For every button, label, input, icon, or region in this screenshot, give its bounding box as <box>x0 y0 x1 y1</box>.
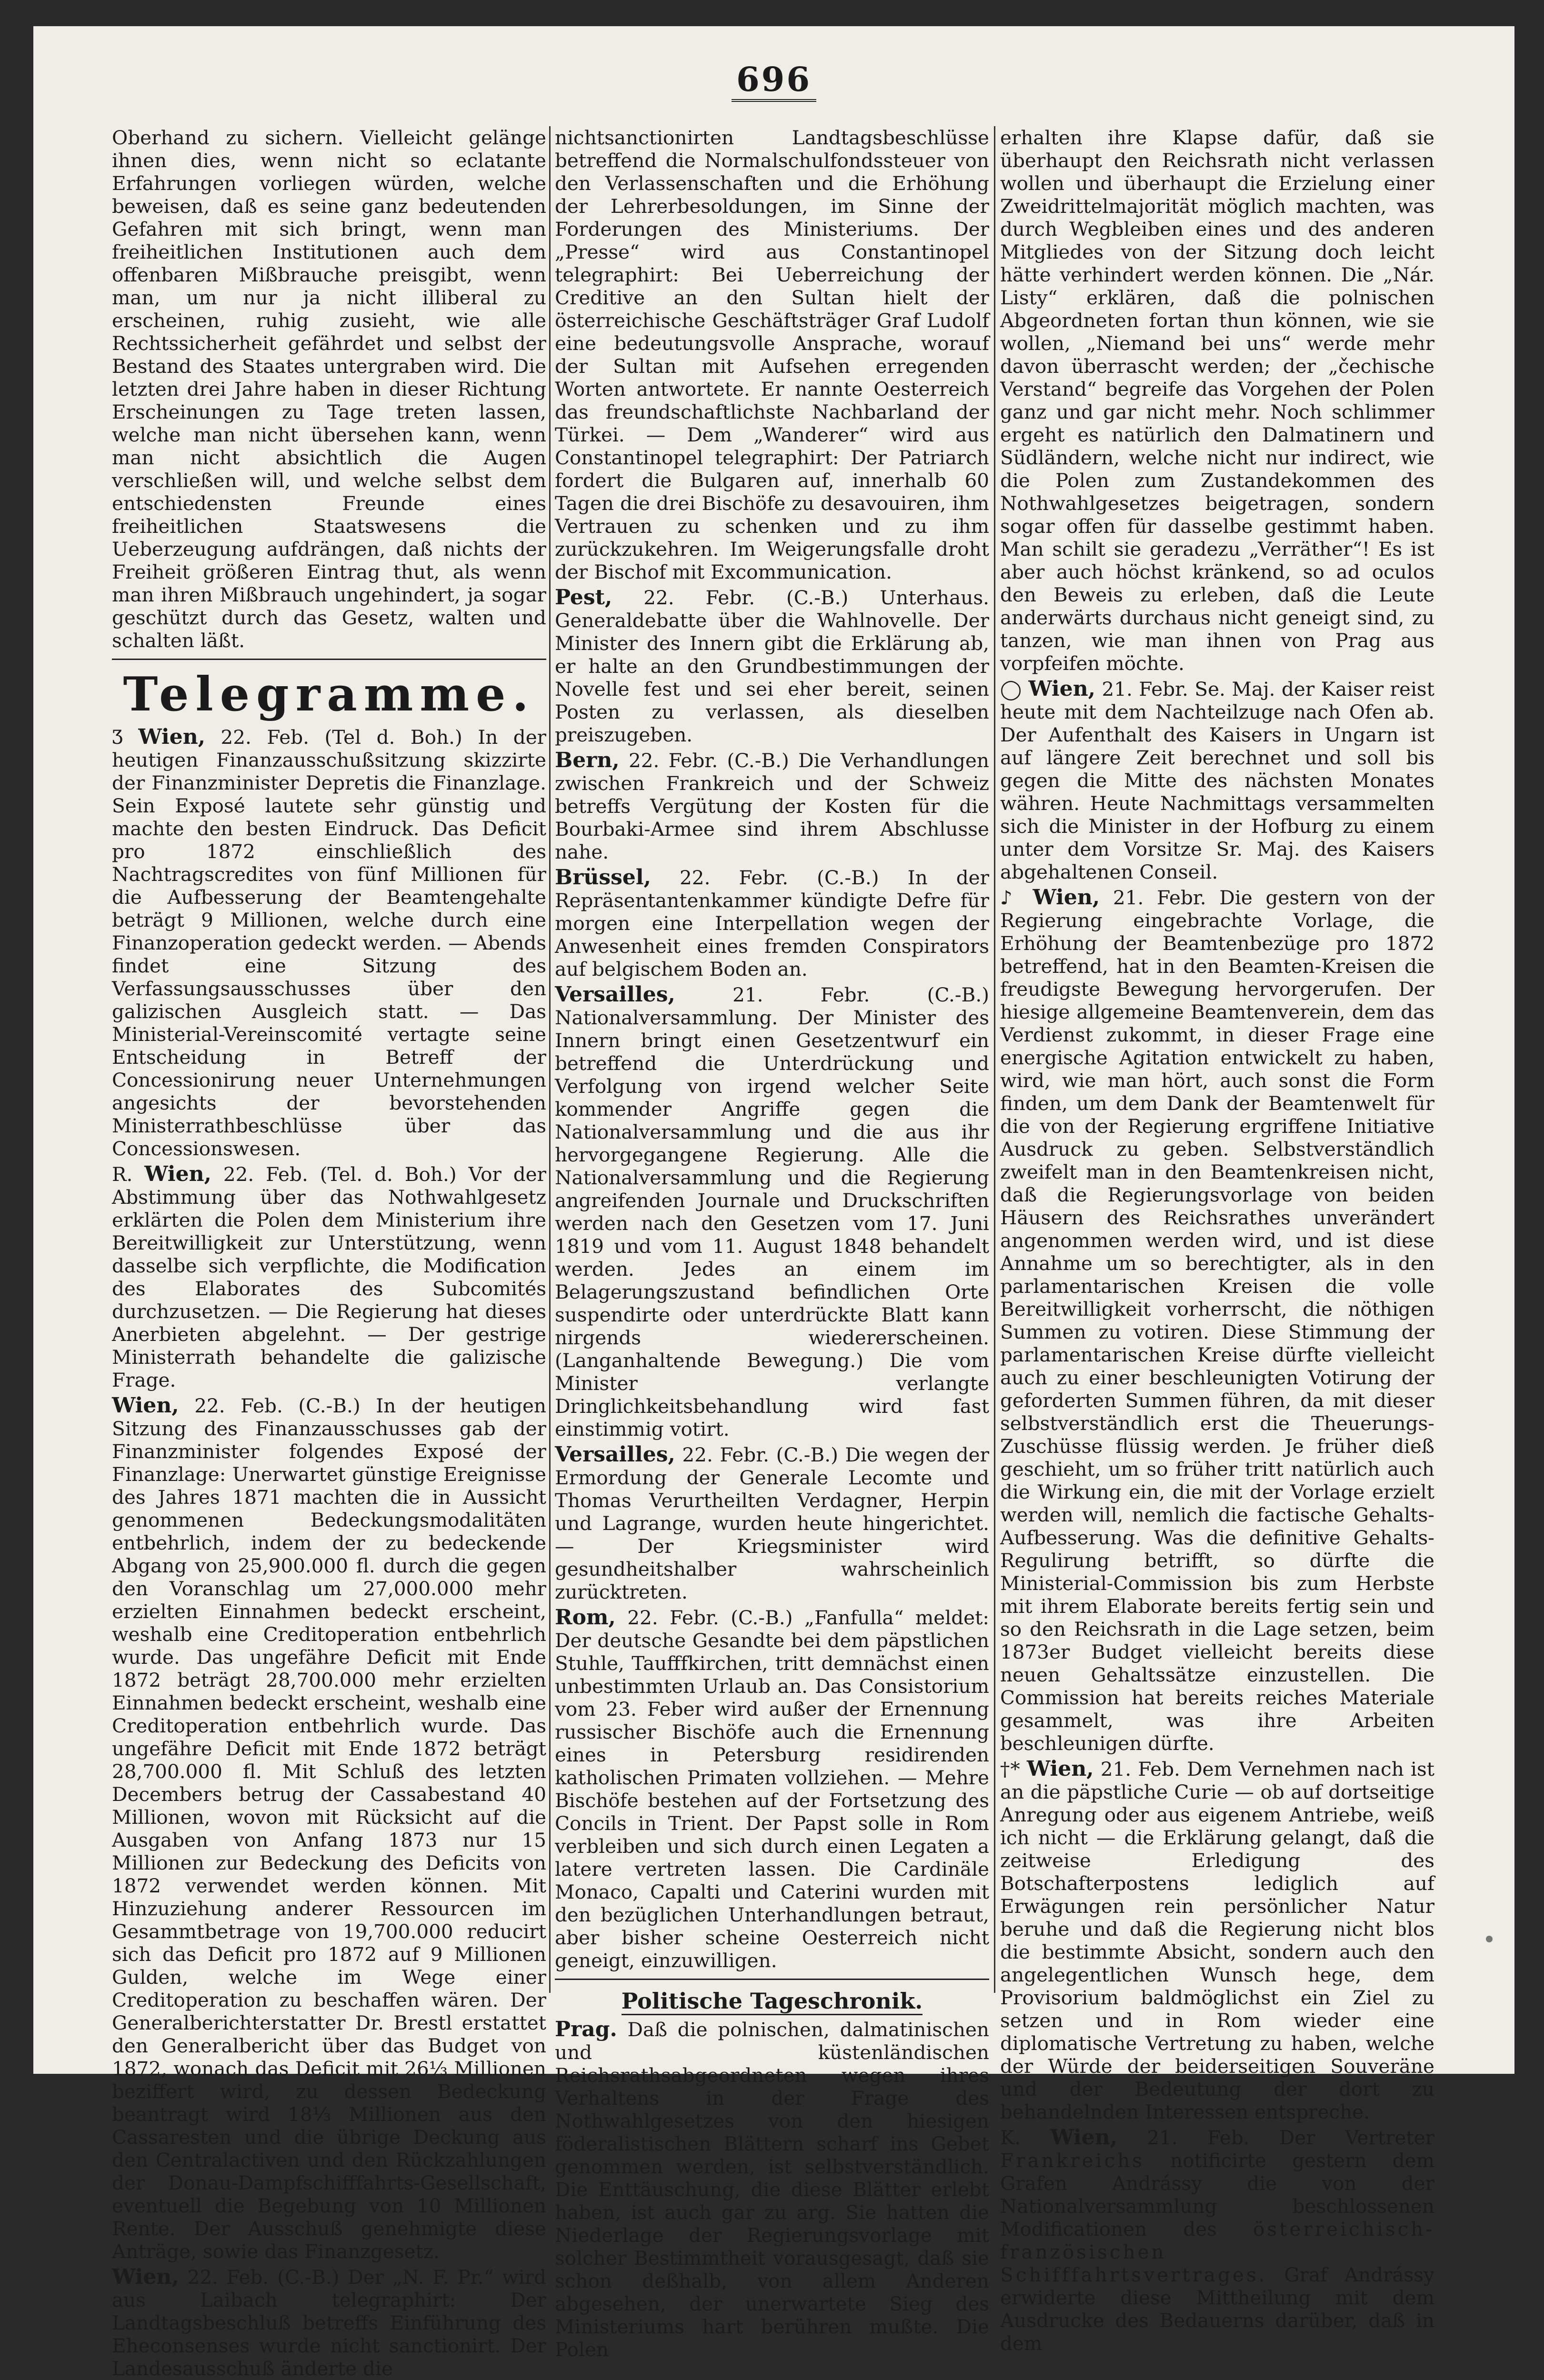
entry-marker: †* <box>1000 1758 1020 1780</box>
section-rule <box>555 1979 989 1980</box>
dateline-place: Wien, <box>1033 885 1100 910</box>
entry-text: 22. Feb. (C.-B.) In der heutigen Sitzung des Finanzausschusses gab der Finanzminister folgendes Exposé der Finanzlage: Unerwartet günstige Ereignisse des Jahres 1871 machten die in Aussicht genommenen Bedeckungsmodalitäten entbehrlich, indem der zu bedeckende Abgang von 25,900.000 fl. durch die gegen den Voranschlag um 27,000.000 mehr erzielten Einnahmen bedeckt erscheint, weshalb eine Creditoperation entbehrlich wurde. Das ungefähre Deficit mit Ende 1872 beträgt 28,700.000 mehr erzielten Einnahmen bedeckt erscheint, weshalb eine Creditoperation entbehrlich wurde. Das ungefähre Deficit mit Ende 1872 beträgt 28,700.000 fl. Mit Schluß des letzten Decembers betrug der Cassabestand 40 Millionen, wovon mit Rücksicht auf die Ausgaben von Anfang 1873 nur 15 Millionen zur Bedeckung des Deficits von 1872 verwendet werden können. Mit Hinzuziehung anderer Ressourcen im Gesammtbetrage von 19,700.000 reducirt sich das Deficit pro 1872 auf 9 Millionen Gulden, welche im Wege einer Creditoperation zu beschaffen wären. Der Generalberichterstatter Dr. Brestl erstattet den Generalbericht über das Budget von 1872, wonach das Deficit mit 26⅓ Millionen beziffert wird, zu dessen Bedeckung beantragt wird 18⅓ Millionen aus den Cassaresten und die übrige Deckung aus den Centralactiven und den Rückzahlungen der Donau-Dampfschifffahrts-Gesellschaft, eventuell die Begebung von 10 Millionen Rente. Der Ausschuß genehmigte diese Anträge, sowie das Finanzgesetz. <box>112 1394 546 2263</box>
col3-continuation: erhalten ihre Klapse dafür, daß sie überhaupt den Reichsrath nicht verlassen wollen und überhaupt die Erzielung einer Zweidrittelmajorität möglich machten, was durch Wegbleiben eines und des anderen Mitgliedes von der Sitzung doch leicht hätte verhindert werden können. Die „Nár. Listy“ erklären, daß die polnischen Abgeordneten fortan thun können, wie sie wollen, „Niemand bei uns“ werde mehr davon überrascht werden; der „čechische Verstand“ begreife das Vorgehen der Polen ganz und gar nicht mehr. Noch schlimmer ergeht es natürlich den Dalmatinern und Südländern, welche nicht nur indirect, wie die Polen zum Zustandekommen des Nothwahlgesetzes beigetragen, sondern sogar offen für dasselbe gestimmt haben. Man schilt sie geradezu „Verräther“! Es ist aber auch höchst kränkend, so ad oculos den Beweis zu erleben, daß die Leute anderwärts durchaus nicht geneigt sind, zu tanzen, wie man ihnen von Prag aus vorpfeifen möchte. <box>1000 126 1434 675</box>
column-1 <box>112 126 547 2380</box>
entry-text: 22. Feb. (C.-B.) Der „N. F. Pr.“ wird aus Laibach telegraphirt: Der Landtagsbeschluß betreffs Einführung des Eheconsenses wurde nicht sanctionirt. Der Landesausschuß änderte die <box>112 2266 546 2380</box>
telegram-entry <box>555 866 989 980</box>
entry-text: 22. Feb. (Tel. d. Boh.) Vor der Abstimmung über das Nothwahlgesetz erklärten die Polen dem Ministerium ihre Bereitwilligkeit zur Unterstützung, wenn dasselbe sich verpflichte, die Modification des Elaborates des Subcomités durchzusetzen. — Die Regierung hat dieses Anerbieten abgelehnt. — Der gestrige Ministerrath behandelte die galizische Frage. <box>112 1163 547 1391</box>
entry-text: notificirte gestern dem Grafen Andrássy die von der Nationalversammlung beschlossenen Modificationen des <box>1000 2149 1434 2240</box>
telegram-entry <box>112 1394 546 2263</box>
tageschronik-heading-text: Politische Tageschronik. <box>622 1988 922 2015</box>
dateline-place: Wien, <box>1026 1757 1094 1781</box>
tageschronik-heading <box>555 1990 989 2012</box>
telegram-entry <box>555 1443 989 1603</box>
section-rule <box>112 659 546 660</box>
col2-continuation: nichtsanctionirten Landtagsbeschlüsse betreffend die Normalschulfondssteuer von den Verlassenschaften und die Erhöhung der Lehrerbesoldungen, im Sinne der Forderungen des Ministeriums. Der „Presse“ wird aus Constantinopel telegraphirt: Bei Ueberreichung der Creditive an den Sultan hielt der österreichische Geschäftsträger Graf Ludolf eine bedeutungsvolle Ansprache, worauf der Sultan mit Aufsehen erregenden Worten antwortete. Er nannte Oesterreich das freundschaftlichste Nachbarland der Türkei. — Dem „Wanderer“ wird aus Constantinopel telegraphirt: Der Patriarch fordert die Bulgaren auf, innerhalb 60 Tagen die drei Bischöfe zu desavouiren, ihm Vertrauen zu schenken und zu ihm zurückzukehren. Im Weigerungsfalle droht der Bischof mit Excommunication. <box>555 126 989 583</box>
entry-marker: ◯ <box>1000 678 1022 700</box>
entry-text: 21. Feb. Der Vertreter <box>1147 2126 1435 2149</box>
entry-text: 21. Febr. Die gestern von der Regierung eingebrachte Vorlage, die Erhöhung der Beamtenbezüge pro 1872 betreffend, hat in den Beamten-Kreisen die freudigste Bewegung hervorgerufen. Der hiesige allgemeine Beamtenverein, dem das Verdienst zukommt, in dieser Frage eine energische Agitation entwickelt zu haben, wird, wie man hört, auch sonst die Form finden, um dem Dank der Beamtenwelt für die von der Regierung ergriffene Initiative Ausdruck zu geben. Selbstverständlich zweifelt man in den Beamtenkreisen nicht, daß die Regierungsvorlage von beiden Häusern des Reichsrathes unverändert angenommen werden wird, und ist diese Annahme um so berechtigter, als in den parlamentarischen Kreisen die volle Bereitwilligkeit vorherrscht, die nöthigen Summen zu votiren. Diese Stimmung der parlamentarischen Kreise dürfte vielleicht auch zu einer beschleunigten Votirung der geforderten Summen führen, da mit dieser selbstverständlich erst die Theuerungs-Zuschüsse flüssig werden. Je früher dieß geschieht, um so früher tritt natürlich auch die Wirkung ein, die mit der Vorlage erzielt werden will, nemlich die factische Gehalts-Aufbesserung. Was die definitive Gehalts-Regulirung betrifft, so dürfte die Ministerial-Commission bis zum Herbste mit ihrem Elaborate bereits fertig sein und so den Reichsrath in die Lage setzen, beim 1873er Budget vielleicht bereits diese neuen Gehaltssätze einzustellen. Die Commission hat bereits reiches Materiale gesammelt, was ihre Arbeiten beschleunigen dürfte. <box>1000 886 1435 1755</box>
telegram-entry <box>555 749 989 863</box>
chronicle-entry <box>1000 886 1434 1755</box>
dateline-place: Wien, <box>1028 677 1096 701</box>
telegram-entry <box>112 1163 546 1391</box>
dateline-place: Prag. <box>555 2017 617 2041</box>
dateline-place: Versailles, <box>555 982 675 1007</box>
dateline-place: Bern, <box>555 748 620 772</box>
paper-speck <box>1486 1936 1493 1942</box>
chronicle-entry <box>555 2018 989 2361</box>
telegram-entry <box>555 1606 989 1972</box>
entry-text: Daß die polnischen, dalmatinischen und küstenländischen Reichsrathsabgeordneten wegen ihres Verhaltens in der Frage des Nothwahlgesetzes von den hiesigen föderalistischen Blättern scharf ins Gebet genommen werden, ist selbstverständlich. Die Enttäuschung, die diese Blätter erlebt haben, ist auch gar zu arg. Sie hatten die Niederlage der Regierungsvorlage mit solcher Bestimmtheit vorausgesagt, daß sie schon deßhalb, von allem Anderen abgesehen, der unerwartete Sieg des Ministeriums hart berühren mußte. Die Polen <box>555 2018 990 2361</box>
entry-text: Graf Andrássy erwiderte diese Mittheilung mit dem Ausdrucke des Bedauerns darüber, daß in dem <box>1000 2263 1434 2355</box>
page-number <box>33 60 1514 99</box>
column-3 <box>1000 126 1435 2355</box>
column-divider-2 <box>994 126 995 1993</box>
spaced-emphasis: österreichisch-französischen Schifffahrtsvertrages. <box>1000 2218 1435 2286</box>
dateline-place: Wien, <box>112 2265 179 2289</box>
entry-marker: ♪ <box>1000 886 1020 909</box>
dateline-place: Brüssel, <box>555 865 651 890</box>
spaced-emphasis: Frankreichs <box>1000 2149 1145 2172</box>
telegramme-heading: Telegramme. <box>123 667 535 722</box>
page-number-text: 696 <box>732 60 816 102</box>
telegram-entry <box>112 726 546 1160</box>
dateline-place: Wien, <box>144 1162 211 1186</box>
dateline-place: Wien, <box>112 1393 179 1418</box>
column-divider-1 <box>549 126 551 1993</box>
entry-marker: K. <box>1000 2126 1021 2149</box>
col1-intro: Oberhand zu sichern. Vielleicht gelänge ihnen dies, wenn nicht so eclatante Erfahrungen vorliegen würden, welche beweisen, daß es seine ganz bedeutenden Gefahren mit sich bringt, wenn man freiheitlichen Institutionen auch dem offenbaren Mißbrauche preisgibt, wenn man, um nur ja nicht illiberal zu erscheinen, ruhig zusieht, wie alle Rechtssicherheit gefährdet und selbst der Bestand des Staates untergraben wird. Die letzten drei Jahre haben in dieser Richtung Erscheinungen zu Tage treten lassen, welche man nicht übersehen kann, wenn man nicht absichtlich die Augen verschließen will, und welche selbst dem entschiedensten Freunde eines freiheitlichen Staatswesens die Ueberzeugung aufdrängen, daß nichts der Freiheit größeren Eintrag thut, als wenn man ihren Mißbrauch ungehindert, ja sogar geschützt durch das Gesetz, walten und schalten läßt. <box>112 126 546 652</box>
newspaper-page <box>33 26 1514 2380</box>
entry-text: 22. Febr. (C.-B.) Die wegen der Ermordung der Generale Lecomte und Thomas Verurtheilten Verdagner, Herpin und Lagrange, wurden heute hingerichtet. — Der Kriegsminister wird gesundheitshalber wahrscheinlich zurücktreten. <box>555 1443 990 1603</box>
entry-text: 21. Febr. (C.-B.) Nationalversammlung. Der Minister des Innern bringt einen Gesetzentwurf ein betreffend die Unterdrückung und Verfolgung von irgend welcher Seite kommender Angriffe gegen die Nationalversammlung und die aus ihr hervorgegangene Regierung. Alle die Nationalversammlung und die Regierung angreifenden Journale und Druckschriften werden nach den Gesetzen vom 17. Juni 1819 und vom 11. August 1848 behandelt werden. Jedes an einem im Belagerungszustand befindlichen Orte suspendirte oder unterdrückte Blatt kann nirgends wiedererscheinen. (Langanhaltende Bewegung.) Die vom Minister verlangte Dringlichkeitsbehandlung wird fast einstimmig votirt. <box>555 983 989 1440</box>
dateline-place: Versailles, <box>555 1442 675 1467</box>
telegram-entry <box>112 2266 546 2380</box>
dateline-place: Pest, <box>555 585 612 610</box>
entry-text: 22. Febr. (C.-B.) In der Repräsentantenkammer kündigte Defre für morgen eine Interpellation wegen der Anwesenheit eines fremden Conspirators auf belgischem Boden an. <box>555 866 989 980</box>
chronicle-entry <box>1000 1758 1434 2123</box>
entry-text: 21. Febr. Se. Maj. der Kaiser reist heute mit dem Nachteilzuge nach Ofen ab. Der Aufenthalt des Kaisers in Ungarn ist auf längere Zeit berechnet und soll bis gegen die Mitte des nächsten Monates währen. Heute Nachmittags versammelten sich die Minister in der Hofburg zu einem unter dem Vorsitze Sr. Maj. des Kaisers abgehaltenen Conseil. <box>1000 678 1434 883</box>
entry-text: 21. Feb. Dem Vernehmen nach ist an die päpstliche Curie — ob auf dortseitige Anregung oder aus eigenem Antriebe, weiß ich nicht — die Erklärung gelangt, daß die zeitweise Erledigung des Botschafterpostens lediglich auf Erwägungen rein persönlicher Natur beruhe und daß die Regierung nicht blos die bestimmte Absicht, sondern auch den angelegentlichen Wunsch hege, dem Provisorium baldmöglichst ein Ziel zu setzen und in Rom wieder eine diplomatische Vertretung zu haben, welche der Würde der beiderseitigen Souveräne und der Bedeutung der dort zu behandelnden Interessen entspreche. <box>1000 1758 1435 2123</box>
dateline-place: Wien, <box>1050 2125 1118 2150</box>
entry-text: 22. Feb. (Tel d. Boh.) In der heutigen Finanzausschußsitzung skizzirte der Finanzminister Depretis die Finanzlage. Sein Exposé lautete sehr günstig und machte den besten Eindruck. Das Deficit pro 1872 einschließlich des Nachtragscredites von fünf Millionen für die Aufbesserung der Beamtengehalte beträgt 9 Millionen, welche durch eine Finanzoperation gedeckt werden. — Abends findet eine Sitzung des Verfassungsausschusses über den galizischen Ausgleich statt. — Das Ministerial-Vereinscomité vertagte seine Entscheidung in Betreff der Concessionirung neuer Unternehmungen angesichts der bevorstehenden Ministerrathbeschlüsse über das Concessionswesen. <box>112 726 547 1160</box>
entry-text: 22. Febr. (C.-B.) Unterhaus. Generaldebatte über die Wahlnovelle. Der Minister des Innern gibt die Erklärung ab, er halte an den Grundbestimmungen der Novelle fest und sei eher bereit, seinen Posten zu verlassen, als dieselben preiszugeben. <box>555 586 990 746</box>
entry-text: 22. Febr. (C.-B.) Die Verhandlungen zwischen Frankreich und der Schweiz betreffs Vergütung der Kosten für die Bourbaki-Armee sind ihrem Abschlusse nahe. <box>555 749 989 863</box>
entry-text: 22. Febr. (C.-B.) „Fanfulla“ meldet: Der deutsche Gesandte bei dem päpstlichen Stuhle, Taufffkirchen, tritt demnächst einen unbestimmten Urlaub an. Das Consistorium vom 23. Feber wird außer der Ernennung russischer Bischöfe auch die Ernennung eines in Petersburg residirenden katholischen Primaten vollziehen. — Mehre Bischöfe bestehen auf der Fortsetzung des Concils in Trient. Der Papst solle in Rom verbleiben und sich durch einen Legaten a latere vertreten lassen. Die Cardinäle Monaco, Capalti und Caterini wurden mit den bezüglichen Unterhandlungen betraut, aber bisher scheine Oesterreich nicht geneigt, einzuwilligen. <box>555 1606 990 1972</box>
telegram-entry <box>555 586 989 746</box>
dateline-place: Wien, <box>138 725 206 749</box>
chronicle-entry <box>1000 2126 1434 2355</box>
dateline-place: Rom, <box>555 1605 616 1630</box>
entry-marker: R. <box>112 1163 133 1186</box>
column-2 <box>555 126 990 2361</box>
telegram-entry <box>555 983 989 1440</box>
chronicle-entry <box>1000 678 1434 883</box>
entry-marker: Ʒ <box>112 726 123 749</box>
